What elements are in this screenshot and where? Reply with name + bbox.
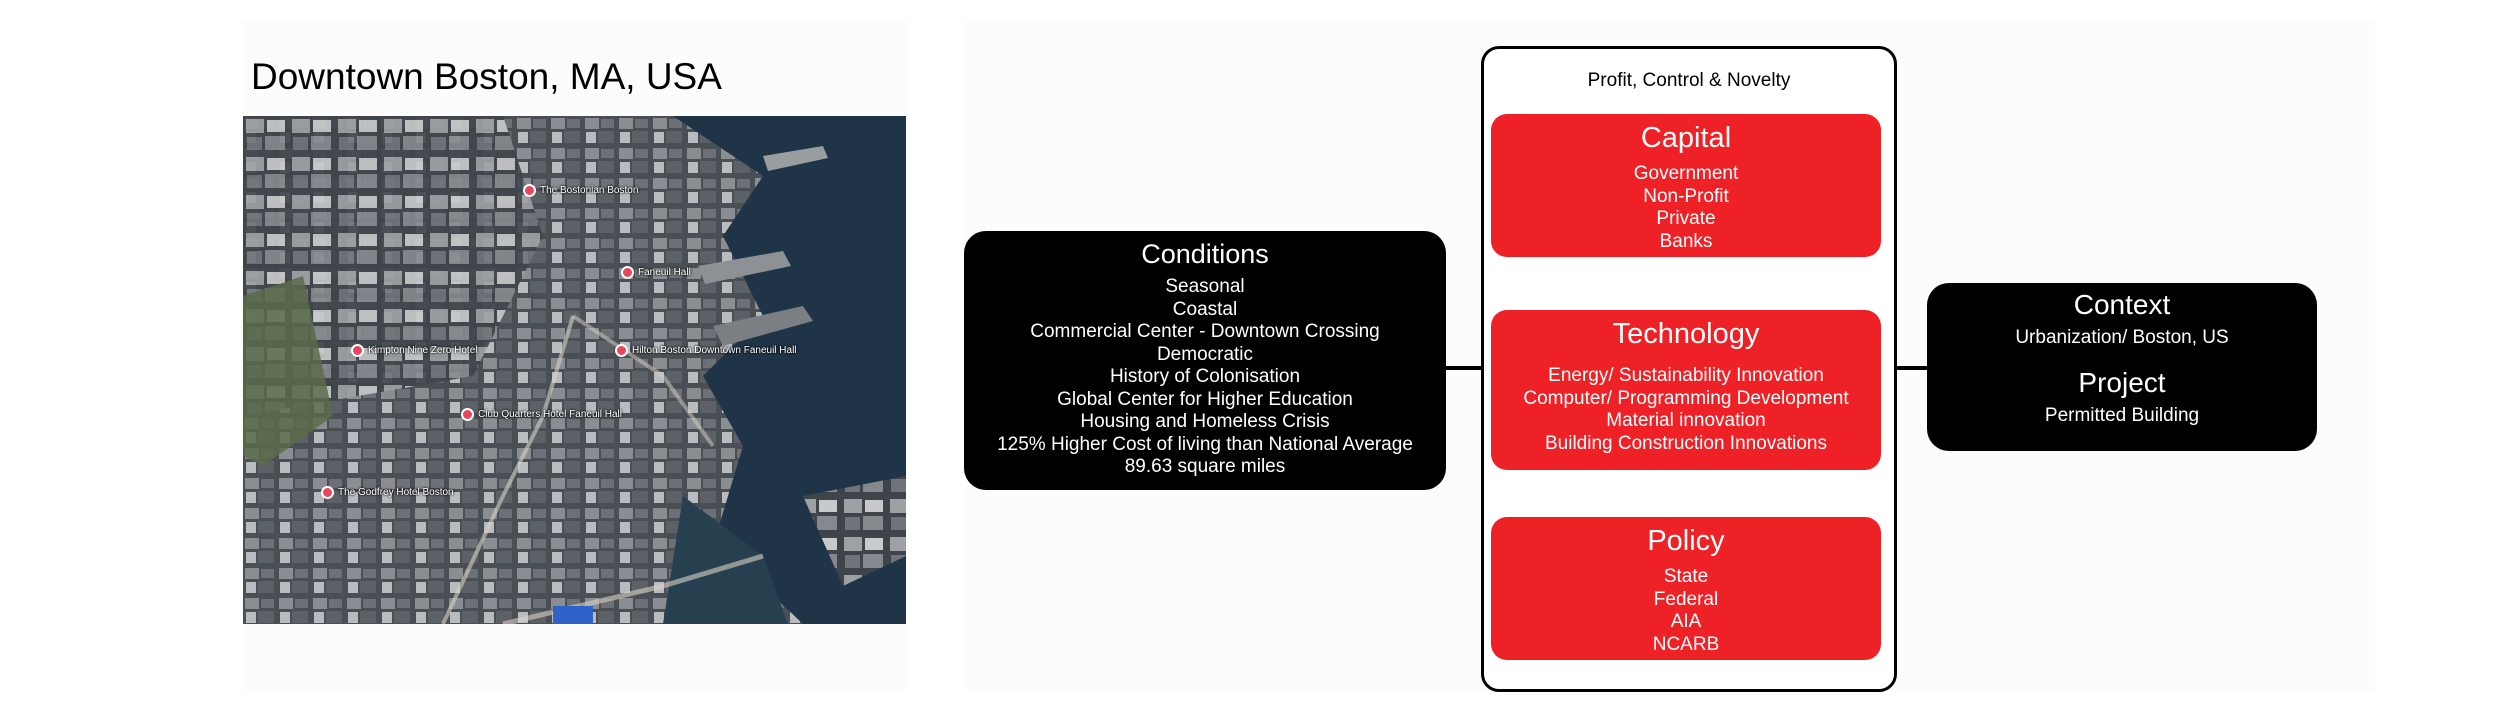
capital-item: Government [1633, 163, 1739, 184]
map-pin-icon [461, 408, 474, 421]
map-label: Kimpton Nine Zero Hotel [351, 344, 478, 357]
conditions-box [964, 231, 1446, 490]
policy-box [1491, 517, 1881, 660]
project-title: Project [2078, 367, 2166, 398]
policy-item: AIA [1670, 611, 1702, 632]
capital-box [1491, 114, 1881, 257]
conditions-title: Conditions [1141, 239, 1269, 269]
map-label: The Godfrey Hotel Boston [321, 486, 454, 499]
conditions-list [964, 276, 1446, 479]
connector-line-right [1893, 366, 1929, 370]
connector-line-left [1446, 366, 1482, 370]
policy-title: Policy [1647, 525, 1725, 557]
context-box [1927, 283, 2317, 451]
policy-list [1491, 566, 1881, 656]
context-subtitle: Urbanization/ Boston, US [2015, 327, 2229, 348]
technology-item: Energy/ Sustainability Innovation [1548, 365, 1824, 386]
policy-item: Federal [1653, 588, 1719, 610]
conditions-item: History of Colonisation [1109, 366, 1301, 387]
map-pin-icon [615, 344, 628, 357]
map-title: Downtown Boston, MA, USA [251, 56, 722, 97]
capital-item: Private [1656, 208, 1716, 229]
map-label: Faneuil Hall [621, 266, 691, 279]
technology-item: Material innovation [1606, 410, 1766, 431]
capital-item: Banks [1659, 230, 1713, 252]
map-pin-icon [321, 486, 334, 499]
project-subtitle: Permitted Building [2044, 405, 2200, 426]
conditions-item: 125% Higher Cost of living than National Average [997, 433, 1413, 455]
technology-box [1491, 310, 1881, 470]
map-label: Club Quarters Hotel Faneuil Hall [461, 408, 622, 421]
map-pin-icon [523, 184, 536, 197]
capital-list [1491, 163, 1881, 253]
technology-item: Computer/ Programming Development [1523, 387, 1849, 409]
conditions-item: Democratic [1156, 343, 1254, 365]
conditions-item: Global Center for Higher Education [1057, 388, 1353, 410]
conditions-item: 89.63 square miles [1124, 456, 1286, 477]
map-label: The Bostonian Boston [523, 184, 638, 197]
map-pin-icon [621, 266, 634, 279]
conditions-item: Housing and Homeless Crisis [1080, 411, 1330, 432]
capital-item: Non-Profit [1643, 185, 1729, 207]
conditions-item: Commercial Center - Downtown Crossing [1030, 321, 1380, 342]
conditions-item: Seasonal [1165, 276, 1245, 297]
map-label: Hilton Boston Downtown Faneuil Hall [615, 344, 797, 357]
technology-list [1491, 365, 1881, 455]
technology-title: Technology [1612, 318, 1760, 350]
context-title: Context [2073, 289, 2171, 320]
center-frame-title: Profit, Control & Novelty [1587, 70, 1791, 91]
map-pin-icon [351, 344, 364, 357]
policy-item: State [1663, 566, 1709, 587]
capital-title: Capital [1640, 122, 1732, 154]
conditions-item: Coastal [1172, 298, 1238, 320]
aerial-map-image [243, 116, 906, 624]
policy-item: NCARB [1652, 633, 1720, 655]
technology-item: Building Construction Innovations [1544, 432, 1827, 454]
